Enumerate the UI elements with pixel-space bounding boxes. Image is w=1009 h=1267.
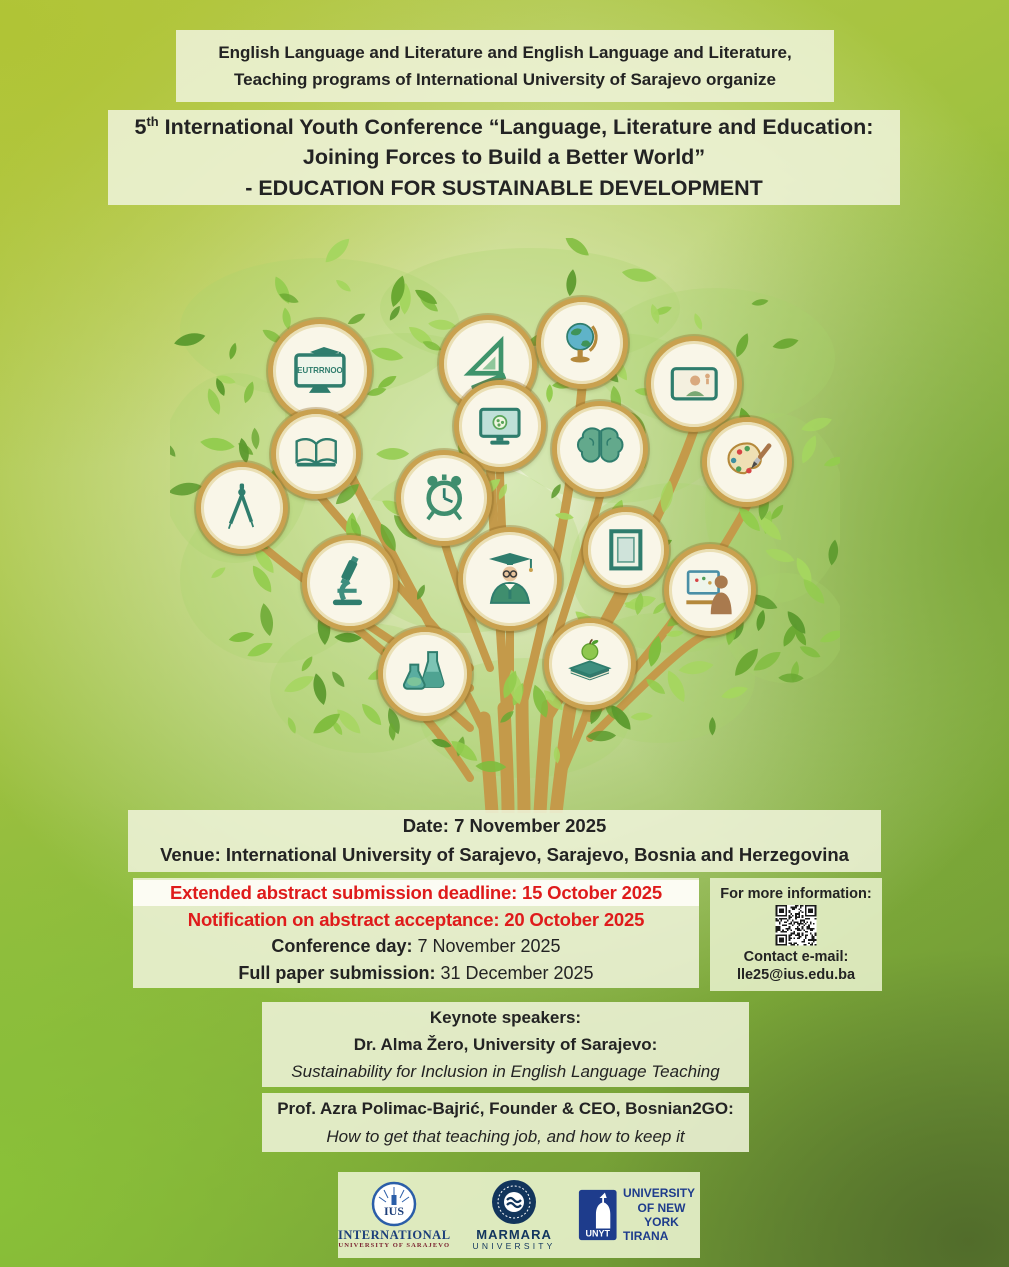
drafting-compass-icon bbox=[214, 480, 270, 536]
marmara-line-1: MARMARA bbox=[476, 1226, 552, 1242]
info-heading: For more information: bbox=[720, 886, 872, 902]
badge-apple-on-book bbox=[544, 618, 636, 710]
badge-e-learning bbox=[664, 544, 756, 636]
keynote-heading: Keynote speakers: bbox=[429, 1007, 582, 1027]
badge-microscope bbox=[302, 535, 398, 631]
organizer-line-1: English Language and Literature and English Language and Literature, bbox=[218, 42, 792, 62]
venue-value: International University of Sarajevo, Sarajevo, Bosnia and Herzegovina bbox=[225, 844, 849, 865]
organizer-line-2: Teaching programs of International University of Sarajevo organize bbox=[234, 70, 776, 89]
badge-picture-frame bbox=[583, 507, 669, 593]
more-information-box bbox=[710, 878, 882, 991]
lab-flasks-icon bbox=[396, 645, 453, 702]
badge-graduate bbox=[458, 527, 562, 631]
venue-label: Venue: bbox=[160, 844, 221, 865]
badge-smartboard bbox=[268, 319, 372, 423]
deadline-value: 7 November 2025 bbox=[417, 936, 561, 957]
title-ordinal: th bbox=[146, 113, 159, 129]
badge-video-call bbox=[646, 336, 742, 432]
title-line-1 bbox=[108, 112, 900, 143]
deadline-conference-day bbox=[133, 933, 699, 959]
unyt-line-2: OF NEW YORK bbox=[637, 1200, 686, 1229]
marmara-seal-icon bbox=[491, 1179, 537, 1225]
deadline-value: 20 October 2025 bbox=[504, 908, 645, 930]
graduate-icon bbox=[478, 547, 542, 611]
badge-brain bbox=[552, 401, 648, 497]
brain-icon bbox=[571, 420, 629, 478]
keynote-block-1 bbox=[262, 1002, 749, 1087]
marmara-logo bbox=[473, 1179, 556, 1252]
keynote-block-2 bbox=[262, 1093, 749, 1152]
contact-label: Contact e-mail: bbox=[743, 948, 849, 965]
date-value: 7 November 2025 bbox=[454, 815, 607, 837]
video-call-icon bbox=[665, 355, 723, 413]
speaker-1-name: Dr. Alma Žero, University of Sarajevo: bbox=[353, 1034, 658, 1054]
speaker-2-name: Prof. Azra Polimac-Bajrić, Founder & CEO, Bosnian2GO: bbox=[277, 1099, 734, 1119]
badge-globe bbox=[536, 297, 628, 389]
board-text: EUTRRNOO bbox=[297, 365, 343, 375]
deadline-value: 31 December 2025 bbox=[440, 962, 594, 983]
ius-abbrev: IUS bbox=[384, 1203, 405, 1218]
unyt-abbrev: UNYT bbox=[585, 1228, 610, 1239]
badge-alarm-clock bbox=[396, 450, 492, 546]
speaker-1-talk: Sustainability for Inclusion in English Language Teaching bbox=[291, 1062, 720, 1082]
deadlines-box bbox=[133, 878, 699, 988]
deadline-label: Extended abstract submission deadline: bbox=[170, 882, 518, 904]
badge-drafting-compass bbox=[196, 462, 288, 554]
date-label: Date: bbox=[402, 815, 449, 837]
picture-frame-icon bbox=[600, 524, 652, 576]
ius-seal-icon bbox=[371, 1181, 417, 1227]
e-learning-icon bbox=[682, 562, 738, 618]
ius-logo bbox=[338, 1181, 451, 1250]
unyt-statue-icon bbox=[578, 1186, 617, 1244]
title-line1-text: International Youth Conference “Language, Literature and Education: bbox=[158, 114, 874, 139]
title-line-2: Joining Forces to Build a Better World” bbox=[302, 145, 706, 170]
partner-logos-bar bbox=[338, 1172, 700, 1258]
smartboard-icon bbox=[288, 339, 352, 403]
badge-open-book bbox=[271, 409, 361, 499]
date-line bbox=[128, 812, 881, 841]
alarm-clock-icon bbox=[415, 469, 473, 527]
education-tree-illustration bbox=[170, 238, 840, 813]
deadline-notification bbox=[133, 907, 699, 933]
speaker-2-talk: How to get that teaching job, and how to keep it bbox=[326, 1126, 685, 1146]
deadline-label: Full paper submission: bbox=[238, 962, 436, 983]
apple-on-book-icon bbox=[562, 636, 618, 692]
deadline-label: Conference day: bbox=[271, 936, 413, 957]
deadline-label: Notification on abstract acceptance: bbox=[187, 908, 500, 930]
unyt-line-3: TIRANA bbox=[623, 1229, 669, 1244]
deadline-value: 15 October 2025 bbox=[522, 882, 662, 904]
palette-icon bbox=[720, 435, 774, 489]
date-venue-band bbox=[128, 810, 881, 872]
deadline-extended-abstract bbox=[133, 880, 699, 906]
conference-title bbox=[108, 110, 900, 205]
organizer-banner bbox=[176, 30, 834, 102]
microscope-icon bbox=[321, 554, 379, 612]
contact-email: lle25@ius.edu.ba bbox=[736, 966, 856, 983]
contact-block bbox=[714, 948, 878, 984]
title-number: 5 bbox=[134, 114, 147, 139]
ius-line-2: UNIVERSITY OF SARAJEVO bbox=[338, 1242, 451, 1250]
badge-palette bbox=[702, 417, 792, 507]
badge-lab-flasks bbox=[378, 627, 472, 721]
venue-line bbox=[128, 841, 881, 870]
title-line-3: - EDUCATION FOR SUSTAINABLE DEVELOPMENT bbox=[245, 175, 763, 200]
ius-line-1: INTERNATIONAL bbox=[338, 1227, 451, 1242]
open-book-icon bbox=[289, 427, 343, 481]
unyt-line-1: UNIVERSITY bbox=[623, 1186, 696, 1201]
marmara-line-2: UNIVERSITY bbox=[472, 1240, 556, 1251]
deadline-full-paper bbox=[133, 960, 699, 986]
globe-icon bbox=[554, 315, 610, 371]
eco-computer-icon bbox=[472, 398, 528, 454]
qr-code bbox=[763, 905, 829, 946]
unyt-logo bbox=[578, 1186, 700, 1244]
